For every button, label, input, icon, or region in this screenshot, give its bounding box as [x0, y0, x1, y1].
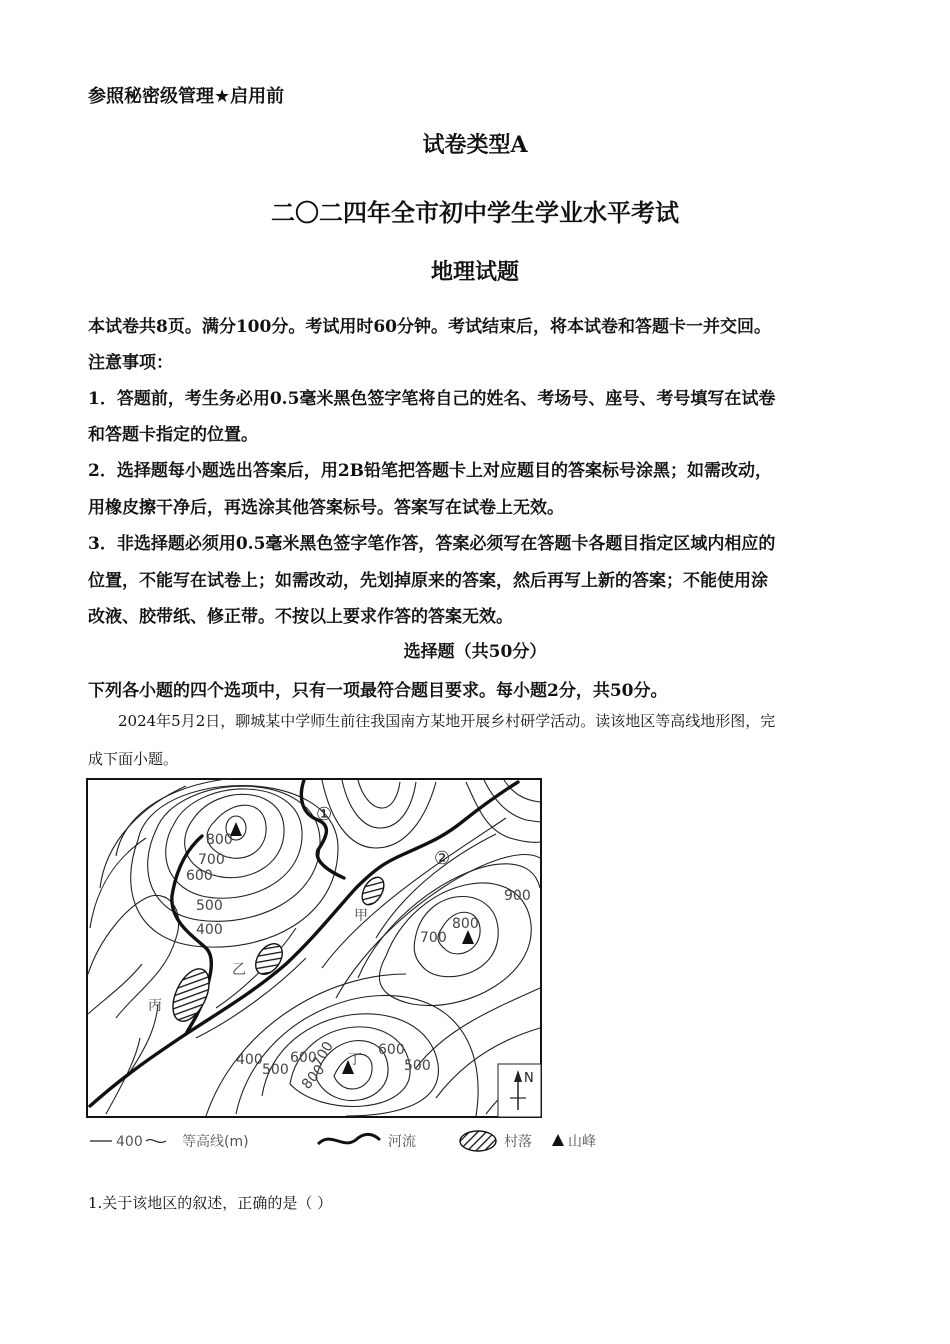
subject-title: 地理试题 [430, 259, 519, 285]
village-label-bing: 丙 [148, 998, 162, 1014]
contour-label-400: 400 [236, 1052, 263, 1068]
contour-label-800: 800 [206, 832, 233, 848]
contour-label-600: 600 [378, 1042, 405, 1058]
question-1: 1.关于该地区的叙述，正确的是（ ） [88, 1194, 333, 1212]
contour-label-600: 600 [186, 868, 213, 884]
legend-contour: 等高线(m) [182, 1134, 249, 1150]
note-2a: 2．选择题每小题选出答案后，用2B铅笔把答题卡上对应题目的答案标号涂黑；如需改动， [88, 461, 773, 481]
north-label: N [524, 1071, 534, 1086]
note-2b: 用橡皮擦干净后，再选涂其他答案标号。答案写在试卷上无效。 [88, 498, 564, 518]
legend-village: 村落 [504, 1134, 532, 1150]
intro-line-2: 成下面小题。 [88, 750, 179, 768]
section-title: 选择题（共50分） [403, 642, 547, 662]
intro-line-1: 2024年5月2日，聊城某中学师生前往我国南方某地开展乡村研学活动。读该地区等高线地形图，完 [118, 712, 776, 730]
section-desc: 下列各小题的四个选项中，只有一项最符合题目要求。每小题2分，共50分。 [88, 681, 668, 701]
contour-label-700: 700 [420, 930, 447, 946]
legend-peak-icon [552, 1134, 564, 1146]
map-legend [86, 1124, 616, 1158]
contour-label-600: 600 [290, 1050, 317, 1066]
legend-contour-value: 400 [116, 1134, 143, 1150]
river-label-1: ① [316, 804, 333, 825]
exam-title: 二〇二四年全市初中学生学业水平考试 [271, 198, 679, 227]
note-1b: 和答题卡指定的位置。 [88, 425, 258, 445]
north-arrow [498, 1064, 541, 1117]
notes-title: 注意事项： [88, 353, 173, 373]
contour-label-700: 700 [309, 1038, 337, 1070]
note-3b: 位置，不能写在试卷上；如需改动，先划掉原来的答案，然后再写上新的答案；不能使用涂 [88, 571, 768, 591]
contour-label-500: 500 [404, 1058, 431, 1074]
note-3a: 3．非选择题必须用0.5毫米黑色签字笔作答，答案必须写在答题卡各题目指定区域内相应的 [88, 534, 776, 554]
paper-info: 本试卷共8页。满分100分。考试用时60分钟。考试结束后，将本试卷和答题卡一并交回。 [88, 317, 771, 337]
contour-label-800: 800 [298, 1061, 329, 1093]
contour-label-400: 400 [196, 922, 223, 938]
contour-label-500: 500 [262, 1062, 289, 1078]
secret-level: 参照秘密级管理★启用前 [88, 86, 285, 107]
legend-peak: 山峰 [568, 1134, 596, 1150]
note-1a: 1．答题前，考生务必用0.5毫米黑色签字笔将自己的姓名、考场号、座号、考号填写在试卷 [88, 389, 776, 409]
paper-type: 试卷类型A [422, 132, 528, 158]
contour-label-500: 500 [196, 898, 223, 914]
village-label-jia: 甲 [354, 908, 368, 924]
legend-village-icon [460, 1131, 496, 1151]
village-label-yi: 乙 [232, 962, 246, 978]
contour-label-800: 800 [452, 916, 479, 932]
legend-river: 河流 [388, 1134, 416, 1150]
contour-map [86, 778, 542, 1118]
contour-label-700: 700 [198, 852, 225, 868]
river-label-2: ② [434, 848, 451, 869]
contour-label-900: 900 [504, 888, 531, 904]
village-label-ding: 丁 [348, 1052, 362, 1068]
note-3c: 改液、胶带纸、修正带。不按以上要求作答的答案无效。 [88, 607, 513, 627]
